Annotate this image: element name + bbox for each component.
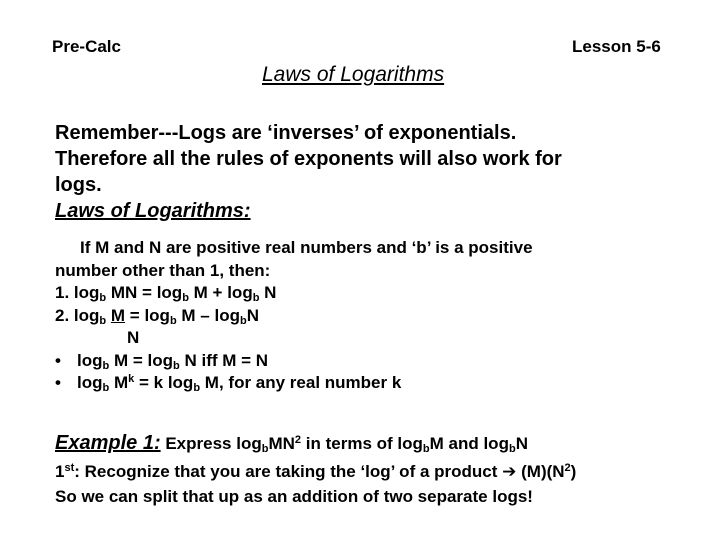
law-1-number: 1. xyxy=(55,283,70,302)
example-label: Example 1: xyxy=(55,432,161,454)
fraction-denominator: N xyxy=(127,328,140,347)
example-step-1: 1st: Recognize that you are taking the ‘log’ of a product ➔ $(M)(N^2)$ xyxy=(55,462,577,481)
law-2: 2. $\log_b M = \log_b M - \log_bN$ xyxy=(55,305,259,327)
law-3: • $\log_b M = \log_b N$ iff M = N xyxy=(55,350,269,372)
intro-line-1: Remember---Logs are ‘inverses’ of exponentials. xyxy=(55,122,517,144)
intro-line-2: Therefore all the rules of exponents will also work for xyxy=(55,148,562,170)
condition-line-1: If M and N are positive real numbers and ‘b’ is a positive xyxy=(80,238,533,257)
fraction-numerator: M xyxy=(110,305,126,325)
example-conclusion: So we can split that up as an addition of two separate logs! xyxy=(55,487,533,506)
intro-block xyxy=(55,120,562,224)
law-2-number: 2. xyxy=(55,305,70,325)
laws-heading: Laws of Logarithms: xyxy=(55,200,251,222)
laws-block xyxy=(55,237,533,395)
law-1: 1. $\log_b$ MN = $\log_b M + \log_b N$ xyxy=(55,283,277,304)
law-4: • $\log_b M^k = k$ $\log_b M$, for any real number k xyxy=(55,373,402,394)
course-label: Pre-Calc xyxy=(52,37,121,56)
lesson-label: Lesson 5-6 xyxy=(572,37,661,56)
bullet-icon: • xyxy=(55,373,61,392)
condition-line-2: number other than 1, then: xyxy=(55,260,271,280)
page-title: Laws of Logarithms xyxy=(262,63,445,86)
intro-line-3: logs. xyxy=(55,174,102,196)
example-heading: Example 1: Express $\log_bMN^2$ in terms of $\log_bM$ and $\log_bN$ xyxy=(55,432,528,455)
bullet-icon: • xyxy=(55,350,61,370)
right-arrow-icon: ➔ xyxy=(502,462,517,481)
